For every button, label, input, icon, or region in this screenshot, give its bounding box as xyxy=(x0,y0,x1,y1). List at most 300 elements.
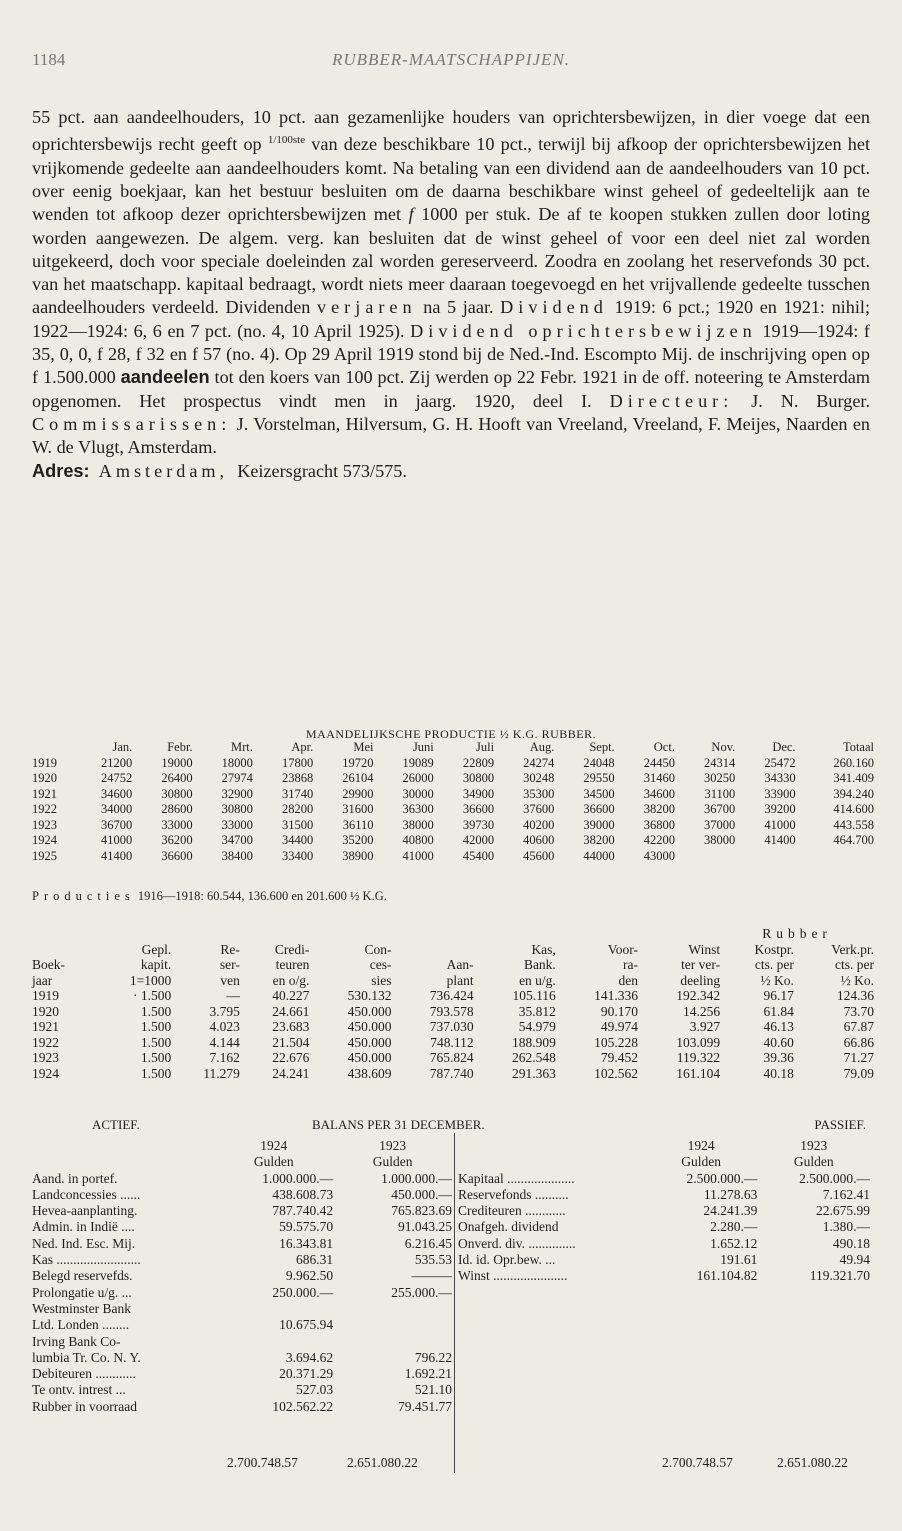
balance-item-label: Onafgeh. dividend xyxy=(458,1219,559,1235)
balance-row xyxy=(32,1399,452,1415)
balance-item-label: Winst ...................... xyxy=(458,1268,568,1284)
balance-value-1923: 22.675.99 xyxy=(816,1203,870,1219)
table-cell xyxy=(735,849,795,865)
table-cell: 34600 xyxy=(643,786,675,801)
table-cell: 1924 xyxy=(32,833,57,847)
table-row xyxy=(32,849,874,865)
balance-item-label: Westminster Bank xyxy=(32,1300,132,1316)
header-line: teuren xyxy=(275,957,310,972)
header-line: cts. per xyxy=(835,957,874,972)
balance-value-1924: 1.652.12 xyxy=(710,1235,758,1251)
balance-item-label: Ned. Ind. Esc. Mij. xyxy=(32,1235,136,1251)
production-column-header: Juni xyxy=(412,740,434,754)
total-passief-1924: 2.700.748.57 xyxy=(662,1455,733,1470)
table-cell: 36800 xyxy=(643,817,675,832)
table-row xyxy=(32,988,874,1004)
header-line: kapit. xyxy=(140,957,172,972)
header-line: 1=1000 xyxy=(129,972,172,988)
financial-column-header xyxy=(94,942,171,989)
header-line: ven xyxy=(220,972,240,988)
balance-value-1923: 535.53 xyxy=(414,1252,452,1268)
balance-row xyxy=(458,1236,870,1252)
balance-row xyxy=(32,1187,452,1203)
table-cell: 40.18 xyxy=(763,1065,794,1081)
balance-item-label: Irving Bank Co- xyxy=(32,1333,121,1349)
balance-value-1923: 521.10 xyxy=(414,1382,452,1398)
balance-item-label: Id. id. Opr.bew. ... xyxy=(458,1252,556,1268)
header-line: Verk.pr. xyxy=(831,941,874,957)
table-cell: 1921 xyxy=(32,786,57,801)
table-cell: 32900 xyxy=(221,786,253,801)
table-cell: 26104 xyxy=(342,771,374,785)
financial-column-header xyxy=(474,942,556,989)
balance-value-1924: 438.608.73 xyxy=(272,1186,334,1202)
table-cell: 1.500 xyxy=(140,1050,172,1065)
fraction: 1/100 xyxy=(267,134,293,147)
table-cell: 119.322 xyxy=(676,1050,721,1065)
table-cell: 34000 xyxy=(101,802,133,816)
table-cell: 4.023 xyxy=(209,1019,240,1034)
balance-item-label: Admin. in Indië .... xyxy=(32,1219,135,1235)
balance-item-label: Kas ......................... xyxy=(32,1252,141,1268)
table-cell: 71.27 xyxy=(843,1050,874,1065)
balance-value-1924: 2.500.000.— xyxy=(686,1170,758,1186)
year-header: 1923 xyxy=(800,1138,828,1153)
header-line: ces- xyxy=(369,957,392,972)
adres-street: Keizersgracht 573/575. xyxy=(237,460,407,481)
financial-column-header xyxy=(556,942,638,989)
spaced-word-dividend-oprichtersbewijzen: Dividend oprichtersbewijzen xyxy=(410,320,757,341)
table-row xyxy=(32,756,874,772)
adres-label: Adres: xyxy=(32,460,90,481)
table-cell: 341.409 xyxy=(833,771,874,785)
table-cell: 79.452 xyxy=(600,1050,638,1065)
page-number: 1184 xyxy=(32,50,66,69)
balance-item-label: Rubber in voorraad xyxy=(32,1398,137,1414)
header-line: Bank. xyxy=(523,957,556,972)
table-cell: 36600 xyxy=(462,802,495,816)
adres-city: Amsterdam, xyxy=(98,460,229,481)
table-cell: 38200 xyxy=(583,833,615,847)
year-header: 1924 xyxy=(687,1138,715,1153)
balance-row xyxy=(32,1219,452,1235)
table-cell: 1923 xyxy=(32,817,57,832)
header-line: plant xyxy=(446,972,474,988)
table-cell: 748.112 xyxy=(430,1034,474,1050)
table-cell: 7.162 xyxy=(209,1050,240,1065)
balance-value-1923: 49.94 xyxy=(839,1252,870,1268)
table-cell: 1922 xyxy=(32,802,57,816)
table-cell: 31600 xyxy=(342,802,374,816)
balance-item-label: Ltd. Londen ........ xyxy=(32,1317,130,1333)
table-cell: 1921 xyxy=(32,1019,59,1034)
balance-value-1923: 79.451.77 xyxy=(398,1398,452,1414)
table-cell: 102.562 xyxy=(594,1065,638,1081)
table-cell: 45400 xyxy=(462,848,495,863)
text-run: tot den koers van 100 pct. Zij werden op 22 Febr. 1921 in de off. noteering te Amsterdam opgenomen. Het prospectus vindt men in jaarg. 1920, deel I. xyxy=(32,367,870,411)
table-cell: 34330 xyxy=(764,771,796,785)
table-cell: 39000 xyxy=(583,817,615,832)
table-cell: 1922 xyxy=(32,1034,59,1050)
balance-value-1923: ——— xyxy=(411,1268,452,1284)
table-cell: 34600 xyxy=(101,786,133,801)
table-cell: 33000 xyxy=(161,817,193,832)
balance-row xyxy=(458,1219,870,1235)
header-line: ter ver- xyxy=(681,957,721,972)
balance-value-1924: 11.278.63 xyxy=(703,1186,758,1202)
balance-value-1923 xyxy=(333,1317,452,1333)
balance-item-label: Belegd reservefds. xyxy=(32,1268,133,1284)
balance-divider xyxy=(454,1133,455,1473)
table-cell: 45600 xyxy=(523,848,555,863)
balance-value-1924: 9.962.50 xyxy=(285,1268,334,1284)
table-cell: 38000 xyxy=(704,833,736,847)
balance-value-1923 xyxy=(333,1334,452,1350)
production-footer xyxy=(32,889,387,904)
table-cell: 105.116 xyxy=(512,988,556,1003)
table-cell xyxy=(675,849,735,865)
balance-value-1923: 91.043.25 xyxy=(398,1219,452,1235)
production-column-header: Juli xyxy=(476,740,495,754)
balance-row xyxy=(458,1268,870,1284)
balance-heading xyxy=(32,1117,870,1133)
year-header: 1923 xyxy=(379,1138,407,1153)
table-cell: 73.70 xyxy=(843,1003,874,1019)
balance-item-label: Aand. in portef. xyxy=(32,1170,118,1186)
balance-row xyxy=(32,1382,452,1398)
directeur-label: Directeur: xyxy=(609,390,734,411)
table-cell: 21200 xyxy=(101,755,133,770)
table-row xyxy=(32,1019,874,1035)
header-line: ½ Ko. xyxy=(760,972,794,988)
balance-value-1923: 255.000.— xyxy=(391,1284,452,1300)
table-cell: 3.927 xyxy=(689,1019,721,1034)
table-cell: 30248 xyxy=(523,771,555,785)
table-cell: 22809 xyxy=(462,755,495,770)
table-cell: 24.661 xyxy=(272,1003,310,1019)
production-column-header xyxy=(32,740,72,756)
table-cell: 1923 xyxy=(32,1050,59,1065)
table-row xyxy=(32,787,874,803)
table-cell: 26400 xyxy=(161,771,193,785)
table-cell: 22.676 xyxy=(272,1050,310,1065)
balance-row xyxy=(32,1301,452,1317)
table-cell: 36300 xyxy=(402,802,434,816)
actief-label: ACTIEF. xyxy=(92,1117,140,1132)
table-cell: 24274 xyxy=(523,755,555,770)
header-line: sies xyxy=(371,972,392,988)
table-row xyxy=(32,1004,874,1020)
balance-row xyxy=(32,1366,452,1382)
page-header xyxy=(32,50,870,74)
table-cell: 1919 xyxy=(32,988,59,1003)
balance-row xyxy=(32,1285,452,1301)
table-cell: 25472 xyxy=(764,755,796,770)
balance-row xyxy=(458,1187,870,1203)
balance-row xyxy=(32,1236,452,1252)
header-line: Re- xyxy=(220,941,240,957)
table-cell: 394.240 xyxy=(833,786,874,801)
table-row xyxy=(32,833,874,849)
balance-value-1923: 119.321.70 xyxy=(809,1268,870,1284)
table-cell: 1924 xyxy=(32,1065,59,1081)
table-cell: 38000 xyxy=(402,817,434,832)
balance-row xyxy=(458,1252,870,1268)
balance-value-1923: 6.216.45 xyxy=(404,1235,452,1251)
table-cell: 41400 xyxy=(101,848,133,863)
production-column-header: Totaal xyxy=(842,740,874,754)
table-cell: 14.256 xyxy=(683,1003,721,1019)
table-cell: 30800 xyxy=(462,771,495,785)
table-row xyxy=(32,1035,874,1051)
table-row xyxy=(32,1050,874,1066)
table-cell: 1925 xyxy=(32,848,57,863)
table-cell: 105.228 xyxy=(594,1034,638,1050)
table-cell: 28600 xyxy=(161,802,193,816)
header-line: en u/g. xyxy=(519,972,556,988)
table-cell: 21.504 xyxy=(272,1034,310,1050)
table-cell: 34700 xyxy=(221,833,253,847)
balance-value-1923: 450.000.— xyxy=(391,1186,452,1202)
table-cell: 1.500 xyxy=(140,1065,172,1081)
production-column-header: Oct. xyxy=(653,740,675,754)
balance-item-label: Landconcessies ...... xyxy=(32,1186,141,1202)
table-cell: 1.500 xyxy=(140,1003,172,1019)
table-cell: 24314 xyxy=(704,755,736,770)
balance-title: BALANS PER 31 DECEMBER. xyxy=(312,1117,485,1132)
table-cell: 40200 xyxy=(523,817,555,832)
financial-table xyxy=(32,926,874,1081)
table-cell: 28200 xyxy=(281,802,314,816)
balance-item-label: Reservefonds .......... xyxy=(458,1186,569,1202)
table-cell: 31740 xyxy=(281,786,314,801)
balance-value-1923: 1.692.21 xyxy=(404,1366,452,1382)
table-cell: 41000 xyxy=(101,833,133,847)
balance-value-1923: 1.380.— xyxy=(822,1219,870,1235)
balance-item-label: Kapitaal .................... xyxy=(458,1170,575,1186)
header-line: den xyxy=(618,972,638,988)
balance-value-1924: 787.740.42 xyxy=(272,1203,334,1219)
table-cell: 17800 xyxy=(281,755,314,770)
balance-value-1924: 20.371.29 xyxy=(279,1366,334,1382)
table-cell: 37600 xyxy=(523,802,555,816)
year-header: 1924 xyxy=(260,1138,288,1153)
balance-item-label: Onverd. div. .............. xyxy=(458,1235,576,1251)
balance-item-label: Te ontv. intrest ... xyxy=(32,1382,126,1398)
balance-item-label: Crediteuren ............ xyxy=(458,1203,566,1219)
table-cell: 96.17 xyxy=(763,988,794,1003)
table-cell: 450.000 xyxy=(347,1034,392,1050)
table-cell: 787.740 xyxy=(429,1065,474,1081)
table-cell: 36200 xyxy=(161,833,193,847)
table-row xyxy=(32,771,874,787)
table-cell: 3.795 xyxy=(209,1003,240,1019)
balance-value-1924: 161.104.82 xyxy=(696,1268,758,1284)
text-run: J. N. Burger. xyxy=(733,390,870,411)
production-column-header: Sept. xyxy=(589,740,615,754)
table-cell: 4.144 xyxy=(209,1034,240,1050)
table-cell: 27974 xyxy=(221,771,253,785)
table-cell: 161.104 xyxy=(676,1065,721,1081)
balance-item-label: Hevea-aanplanting. xyxy=(32,1203,138,1219)
spaced-word-verjaren: verjaren xyxy=(317,297,417,318)
financial-column-header xyxy=(638,942,720,989)
table-cell: 34400 xyxy=(281,833,314,847)
florin-sign: f xyxy=(408,204,414,225)
balance-value-1923: 765.823.69 xyxy=(391,1203,452,1219)
balance-value-1924: 191.61 xyxy=(720,1252,758,1268)
header-line: Con- xyxy=(364,941,392,957)
table-cell: 36600 xyxy=(161,848,193,863)
passief-label: PASSIEF. xyxy=(814,1117,866,1132)
unit-header: Gulden xyxy=(253,1154,294,1170)
table-cell: 443.558 xyxy=(833,817,874,832)
production-header-row xyxy=(32,740,874,756)
table-cell: 29900 xyxy=(342,786,374,801)
table-cell: 438.609 xyxy=(347,1065,392,1081)
header-line: ½ Ko. xyxy=(840,972,874,988)
table-cell: 31460 xyxy=(643,771,675,785)
table-cell: 49.974 xyxy=(600,1019,638,1034)
balance-row xyxy=(32,1334,452,1350)
table-cell: 1.500 xyxy=(140,1034,172,1050)
table-cell: 188.909 xyxy=(511,1034,556,1050)
table-cell: 793.578 xyxy=(429,1003,474,1019)
financial-column-header xyxy=(32,942,94,989)
balance-value-1924 xyxy=(214,1334,333,1350)
production-column-header: Nov. xyxy=(711,740,736,754)
table-cell: 24752 xyxy=(101,771,133,785)
table-cell: 36110 xyxy=(342,817,374,832)
table-cell: 450.000 xyxy=(347,1003,392,1019)
table-cell: 35300 xyxy=(523,786,555,801)
table-cell: 30800 xyxy=(161,786,193,801)
balance-passief-table xyxy=(458,1138,870,1285)
balance-value-1924: 1.000.000.— xyxy=(262,1170,334,1186)
balance-value-1924: 686.31 xyxy=(296,1252,334,1268)
financial-column-header xyxy=(794,942,874,989)
table-cell: 54.979 xyxy=(518,1019,556,1034)
total-passief-1923: 2.651.080.22 xyxy=(777,1455,848,1470)
financial-column-header xyxy=(240,942,310,989)
header-line: Credi- xyxy=(274,941,310,957)
table-cell: 33400 xyxy=(281,848,314,863)
table-cell: 19000 xyxy=(161,755,193,770)
table-cell: 36600 xyxy=(583,802,615,816)
table-cell: 38900 xyxy=(342,848,374,863)
table-cell: 530.132 xyxy=(347,988,392,1003)
balance-value-1924: 59.575.70 xyxy=(279,1219,334,1235)
balance-value-1924: 102.562.22 xyxy=(272,1398,334,1414)
table-cell: 37000 xyxy=(704,817,736,832)
body-paragraph xyxy=(32,106,870,483)
header-line: Voor- xyxy=(607,941,638,957)
table-cell: 39730 xyxy=(462,817,495,832)
balance-row xyxy=(458,1203,870,1219)
table-cell: 67.87 xyxy=(843,1019,874,1034)
table-cell: 36700 xyxy=(101,817,133,832)
production-column-header: Mei xyxy=(353,740,374,754)
table-cell: 46.13 xyxy=(763,1019,794,1034)
producties-label: Producties xyxy=(32,889,135,903)
balance-row xyxy=(32,1171,452,1187)
table-cell: 38400 xyxy=(221,848,253,863)
bold-word-aandeelen: aandeelen xyxy=(120,367,210,388)
table-cell: 33000 xyxy=(221,817,253,832)
table-cell: 19720 xyxy=(342,755,374,770)
table-cell: 30800 xyxy=(221,802,253,816)
balance-value-1924: 527.03 xyxy=(296,1382,334,1398)
table-cell: 38200 xyxy=(643,802,675,816)
table-cell: 29550 xyxy=(583,771,615,785)
table-cell: 1920 xyxy=(32,1003,59,1019)
table-cell: 737.030 xyxy=(429,1019,474,1034)
balance-item-label: Prolongatie u/g. ... xyxy=(32,1284,132,1300)
table-cell: 1919 xyxy=(32,755,57,770)
header-line: Kas, xyxy=(531,941,556,957)
running-title: RUBBER-MAATSCHAPPIJEN. xyxy=(331,50,571,69)
table-cell: 40.60 xyxy=(763,1034,794,1050)
production-column-header: Aug. xyxy=(529,740,555,754)
table-cell: 33900 xyxy=(764,786,796,801)
table-cell: 765.824 xyxy=(429,1050,474,1065)
table-cell: 124.36 xyxy=(836,988,874,1003)
spaced-word-dividend: Dividend xyxy=(500,297,608,318)
table-cell: 41400 xyxy=(764,833,796,847)
table-cell: 30250 xyxy=(704,771,736,785)
production-column-header: Mrt. xyxy=(231,740,253,754)
table-cell: 192.342 xyxy=(676,988,721,1003)
production-column-header: Febr. xyxy=(167,740,193,754)
balance-item-label: lumbia Tr. Co. N. Y. xyxy=(32,1349,141,1365)
balance-row xyxy=(32,1317,452,1333)
table-cell: 39200 xyxy=(764,802,796,816)
table-cell: 79.09 xyxy=(843,1065,874,1081)
table-cell: 141.336 xyxy=(594,988,638,1003)
table-row xyxy=(32,1066,874,1082)
table-cell: 736.424 xyxy=(429,988,474,1003)
text-run: van deze beschikbare 10 pct., terwijl bij afkoop der oprichtersbewijzen het vrijkomende gedeelte aan aandeelhouders komt. Na betaling van een dividend aan de aandeelhouders van 10 pct. over eenig boekjaar, kan het bestuur besluiten om de daarna beschikbare winst geheel of gedeeltelijk aan te wenden tot afkoop dezer oprichtersbewijzen met xyxy=(32,134,870,225)
balance-row xyxy=(458,1171,870,1187)
table-cell: — xyxy=(226,988,240,1003)
balance-value-1924: 10.675.94 xyxy=(279,1317,334,1333)
table-cell: 450.000 xyxy=(347,1050,392,1065)
table-cell: 464.700 xyxy=(833,833,874,847)
header-line: cts. per xyxy=(754,957,794,972)
table-cell: 24048 xyxy=(583,755,615,770)
table-cell: 23868 xyxy=(281,771,314,785)
table-cell: 39.36 xyxy=(763,1050,794,1065)
balance-value-1924: 2.280.— xyxy=(710,1219,758,1235)
production-column-header: Apr. xyxy=(291,740,314,754)
balance-value-1923: 796.22 xyxy=(414,1349,452,1365)
text-run: 1919: 6 pct.; 1920 en 1921: nihil; 1922—1924: 6, 6 en 7 pct. (no. 4, 10 April 1925). xyxy=(32,297,870,341)
balance-totals xyxy=(32,1455,870,1473)
table-cell: 35.812 xyxy=(518,1003,556,1019)
balance-value-1923: 2.500.000.— xyxy=(799,1170,870,1186)
table-cell: 31100 xyxy=(704,786,736,801)
balance-value-1923: 490.18 xyxy=(832,1235,870,1251)
financial-header-row xyxy=(32,942,874,989)
production-column-header: Jan. xyxy=(112,740,133,754)
text-run: na 5 jaar. xyxy=(416,297,501,318)
balance-row xyxy=(32,1268,452,1284)
balance-value-1924: 3.694.62 xyxy=(285,1349,334,1365)
balance-value-1924: 250.000.— xyxy=(272,1284,334,1300)
table-row xyxy=(32,818,874,834)
table-cell: 1920 xyxy=(32,771,57,785)
financial-column-header xyxy=(171,942,240,989)
